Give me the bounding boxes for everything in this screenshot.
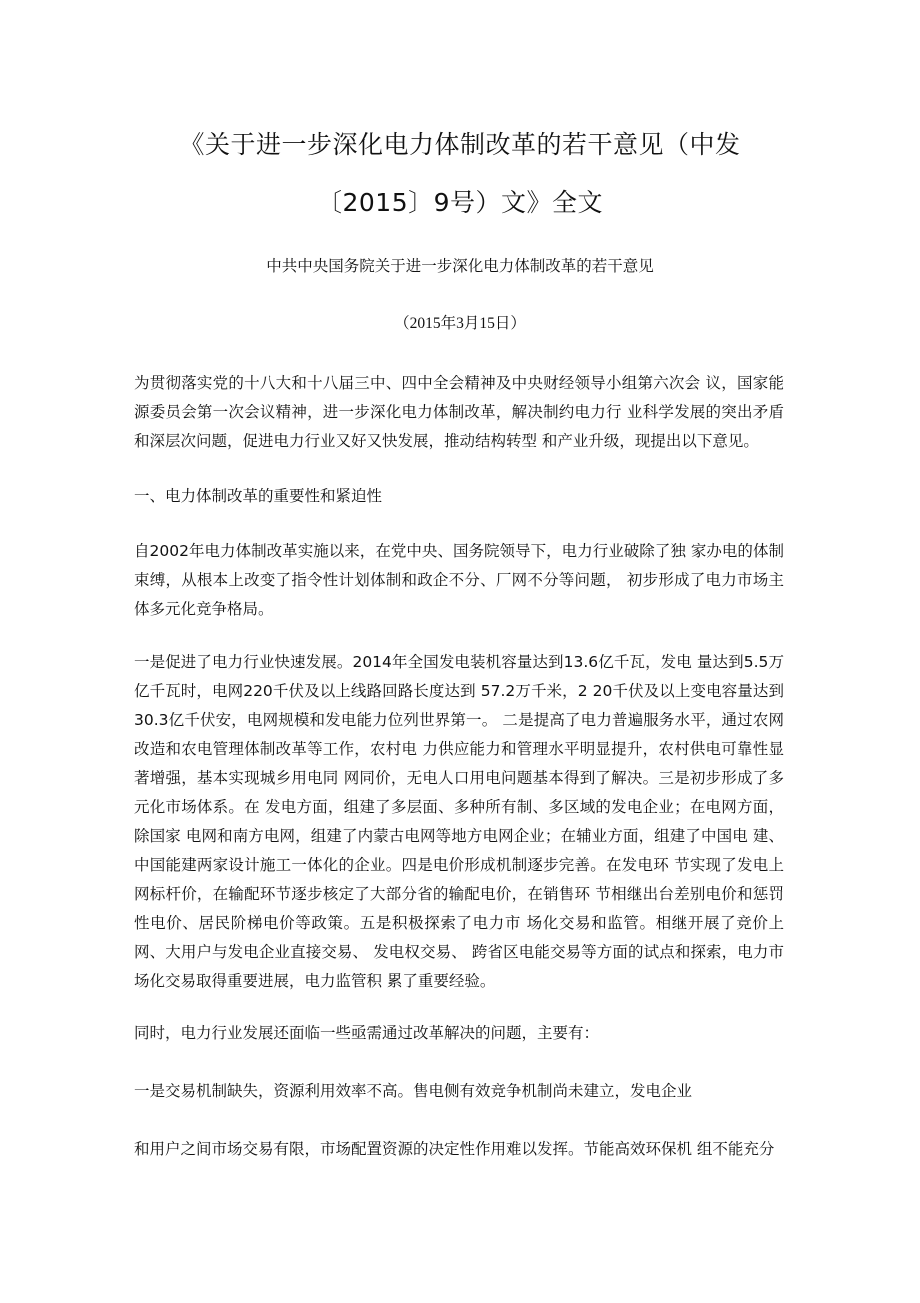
document-title-line-2: 〔2015〕9号）文》全文 <box>316 188 604 217</box>
paragraph-problem-1-continued: 和用户之间市场交易有限，市场配置资源的决定性作用难以发挥。节能高效环保机 组不能充分 <box>134 1140 775 1158</box>
document-title-line-1: 《关于进一步深化电力体制改革的若干意见（中发 <box>179 130 741 159</box>
paragraph-intro: 为贯彻落实党的十八大和十八届三中、四中全会精神及中央财经领导小组第六次会 议，国家能源委员会第一次会议精神，进一步深化电力体制改革，解决制约电力行 业科学发展的突出矛盾和深层次问题，促进电力行业又好又快发展，推动结构转型 和产业升级，现提出以下意见。 <box>134 374 784 450</box>
paragraph-since-2002: 自2002年电力体制改革实施以来，在党中央、国务院领导下，电力行业破除了独 家办电的体制束缚，从根本上改变了指令性计划体制和政企不分、厂网不分等问题， 初步形成了电力市场主体多元化竞争格局。 <box>134 542 784 618</box>
section-heading-1: 一、电力体制改革的重要性和紧迫性 <box>134 487 383 505</box>
paragraph-achievements: 一是促进了电力行业快速发展。2014年全国发电装机容量达到13.6亿千瓦，发电 量达到5.5万亿千瓦时，电网220千伏及以上线路回路长度达到 57.2万千米，2 20千伏及以上变电容量达到 30.3亿千伏安，电网规模和发电能力位列世界第一。 二是提高了电力普遍服务水平，通过农网改造和农电管理体制改革等工作，农村电 力供应能力和管理水平明显提升，农村供电可靠性显著增强，基本实现城乡用电同 网同价，无电人口用电问题基本得到了解决。三是初步形成了多元化市场体系。在 发电方面，组建了多层面、多种所有制、多区域的发电企业；在电网方面，除国家 电网和南方电网，组建了内蒙古电网等地方电网企业；在辅业方面，组建了中国电 建、中国能建两家设计施工一体化的企业。四是电价形成机制逐步完善。在发电环 节实现了发电上网标杆价，在输配环节逐步核定了大部分省的输配电价，在销售环 节相继出台差别电价和惩罚性电价、居民阶梯电价等政策。五是积极探索了电力市 场化交易和监管。相继开展了竞价上网、大用户与发电企业直接交易、 发电权交易、 跨省区电能交易等方面的试点和探索，电力市场化交易取得重要进展，电力监管积 累了重要经验。 <box>134 653 784 990</box>
paragraph-problem-1: 一是交易机制缺失，资源利用效率不高。售电侧有效竞争机制尚未建立，发电企业 <box>134 1082 693 1100</box>
document-date: （2015年3月15日） <box>394 315 526 332</box>
paragraph-meanwhile: 同时，电力行业发展还面临一些亟需通过改革解决的问题，主要有： <box>134 1024 600 1042</box>
document-subtitle: 中共中央国务院关于进一步深化电力体制改革的若干意见 <box>266 257 654 275</box>
